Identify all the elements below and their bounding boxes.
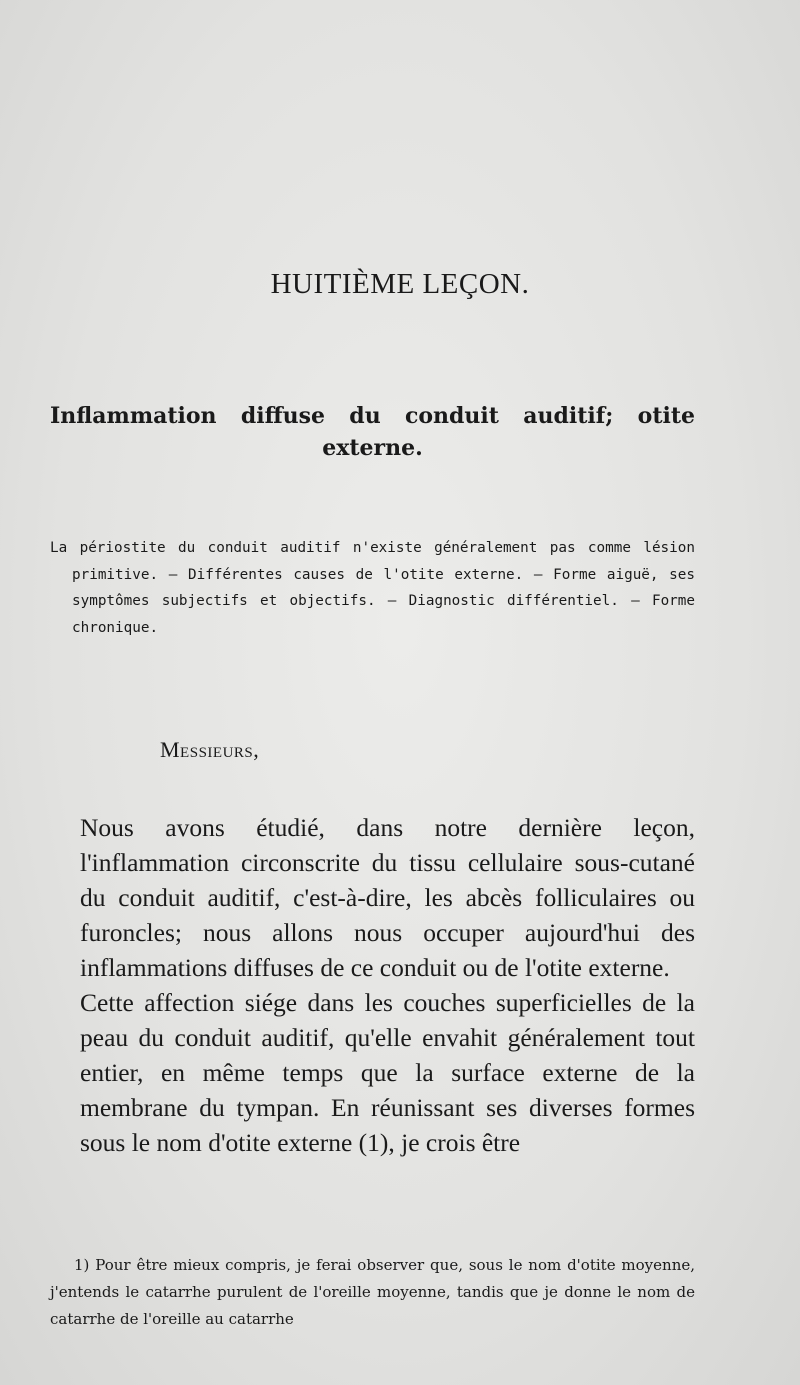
paragraph-1-text: Nous avons étudié, dans notre dernière leçon, l'inflammation circonscrite du tissu cellulaire sous-cutané du conduit auditif, c'est-à-dire, les abcès folliculaires ou furoncles; nous allons nous occuper aujourd'hui des inflammations diffuses de ce conduit ou de l'otite externe. [80,813,695,982]
paragraph-2-text: Cette affection siége dans les couches superficielles de la peau du conduit auditif, qu'elle envahit généralement tout entier, en même temps que la surface externe de la membrane du tympan. En réunissant ses diverses formes sous le nom d'otite externe (1), je crois être [80,988,695,1157]
body-text [80,810,695,1160]
summary-text: La périostite du conduit auditif n'existe généralement pas comme lésion primitive. — Différentes causes de l'otite externe. — Forme aiguë, ses symptômes subjectifs et objectifs. — Diagnostic différentiel. — Forme chronique. [50,540,695,636]
chapter-summary [50,535,695,641]
salutation: Messieurs, [160,737,260,762]
paragraph-1 [80,810,695,985]
section-heading: Inflammation diffuse du conduit auditif; otite externe. [50,403,695,461]
footnote [50,1252,695,1333]
paragraph-2 [80,985,695,1160]
chapter-title: HUITIÈME LEÇON. [270,268,530,300]
footnote-text: 1) Pour être mieux compris, je ferai observer que, sous le nom d'otite moyenne, j'entends le catarrhe purulent de l'oreille moyenne, tandis que je donne le nom de catarrhe de l'oreille au catarrhe [50,1256,695,1328]
